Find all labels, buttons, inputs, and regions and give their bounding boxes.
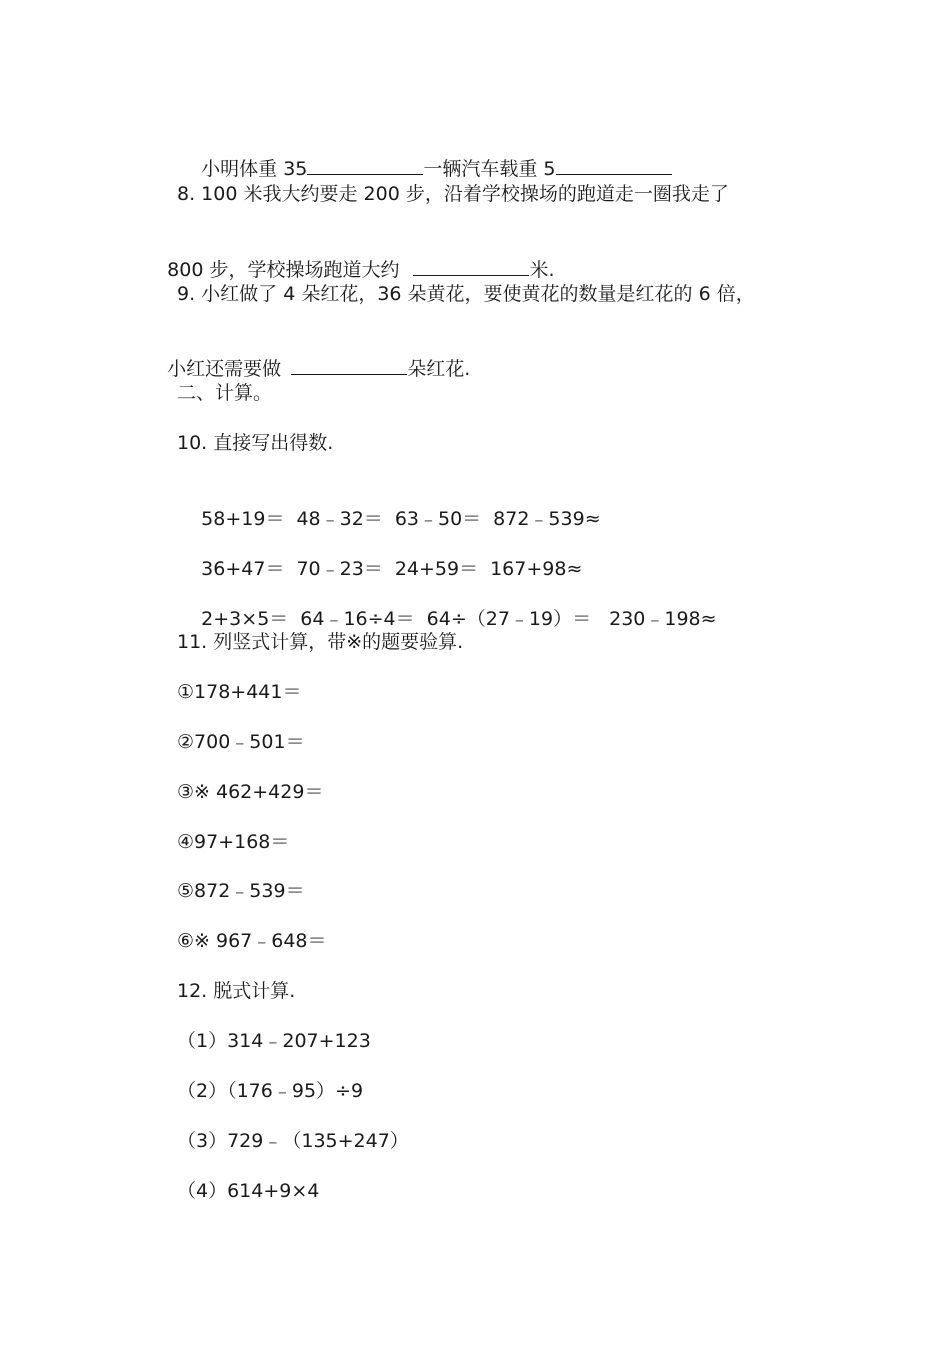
- q12-item: （3）729﹣（135+247）: [177, 1130, 409, 1152]
- q11-item: ⑤872﹣539＝: [177, 880, 305, 902]
- answer-blank: [291, 356, 407, 375]
- q10-item: 24+59＝: [394, 558, 479, 580]
- q10-title: 10. 直接写出得数.: [177, 432, 334, 454]
- answer-blank: [307, 156, 423, 175]
- q11-item: ①178+441＝: [177, 681, 302, 703]
- q10-item: 70﹣23＝: [296, 558, 383, 580]
- q10-item: 48﹣32＝: [296, 508, 383, 530]
- q12-item: （4）614+9×4: [177, 1180, 320, 1202]
- q8-text-a: 800 步，学校操场跑道大约: [167, 259, 400, 281]
- q10-item: 36+47＝: [201, 558, 285, 580]
- q11-item: ③※ 462+429＝: [177, 781, 324, 803]
- answer-blank: [413, 257, 529, 276]
- q11-item: ④97+168＝: [177, 831, 290, 853]
- q11-title: 11. 列竖式计算，带※的题要验算.: [177, 631, 464, 653]
- q12-item: （2）（176﹣95）÷9: [177, 1080, 364, 1102]
- q10-item: 167+98≈: [490, 558, 583, 580]
- q10-item: 58+19＝: [201, 508, 285, 530]
- q12-item: （1）314﹣207+123: [177, 1030, 371, 1052]
- section-heading: 二、计算。: [177, 382, 273, 404]
- q10-item: 872﹣539≈: [493, 508, 601, 530]
- q10-item: 63﹣50＝: [394, 508, 482, 530]
- q7-load-text: 一辆汽车载重 5: [423, 158, 556, 180]
- q11-item: ②700﹣501＝: [177, 731, 305, 753]
- q10-item: 64﹣16÷4＝: [300, 608, 415, 630]
- q12-title: 12. 脱式计算.: [177, 980, 296, 1002]
- q11-item: ⑥※ 967﹣648＝: [177, 930, 327, 952]
- q7-weight-text: 小明体重 35: [201, 158, 308, 180]
- q10-item: 2+3×5＝: [201, 608, 289, 630]
- q9-line1: 9. 小红做了 4 朵红花，36 朵黄花，要使黄花的数量是红花的 6 倍，: [177, 283, 755, 305]
- q10-item: 230﹣198≈: [609, 608, 717, 630]
- answer-blank: [556, 156, 672, 175]
- q9-text-b: 朵红花.: [407, 358, 471, 380]
- q10-item: 64÷（27﹣19）＝: [426, 608, 592, 630]
- q9-text-a: 小红还需要做: [167, 358, 282, 380]
- q8-line1: 8. 100 米我大约要走 200 步，沿着学校操场的跑道走一圈我走了: [177, 183, 729, 205]
- q8-text-b: 米.: [529, 259, 555, 281]
